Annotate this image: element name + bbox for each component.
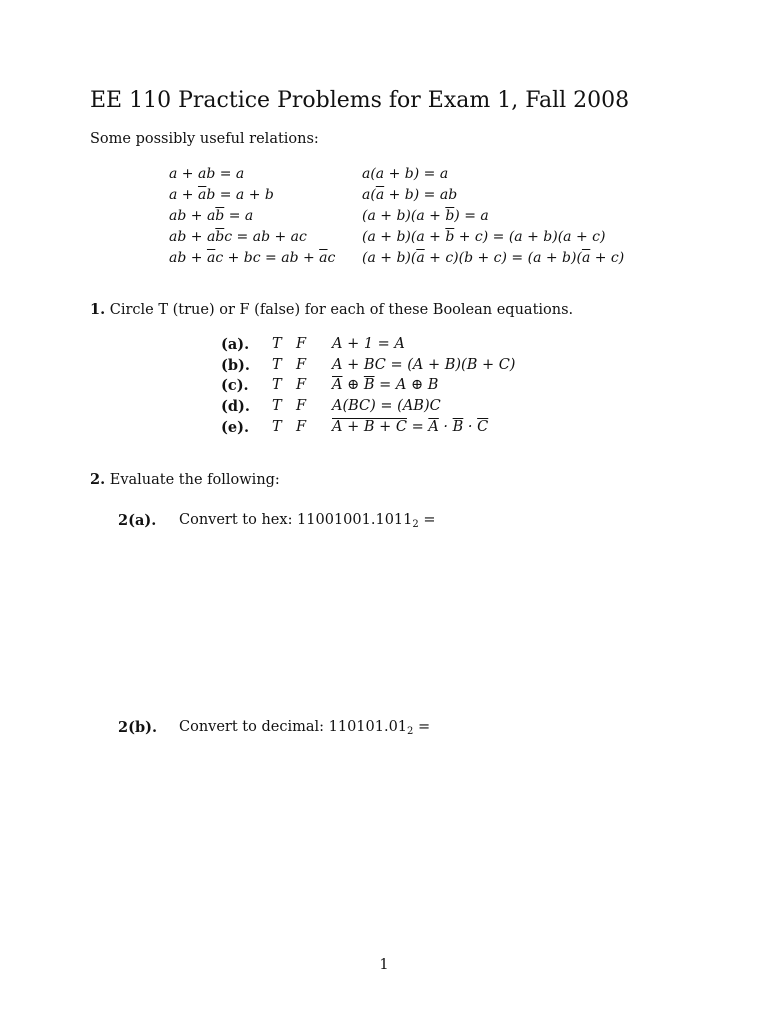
item-a-equation: A + 1 = A xyxy=(332,336,405,352)
page-title: EE 110 Practice Problems for Exam 1, Fall 2008 xyxy=(90,88,630,113)
item-a-false-option[interactable]: F xyxy=(296,336,307,352)
item-c-label: (c). xyxy=(221,377,249,394)
problem-2b-base: 2 xyxy=(407,726,414,737)
problem-2-heading xyxy=(90,471,280,488)
problem-2b-equals: = xyxy=(413,719,431,735)
problem-2a-base: 2 xyxy=(412,519,419,530)
item-b-equation: A + BC = (A + B)(B + C) xyxy=(332,357,516,373)
problem-2-text: Evaluate the following: xyxy=(109,472,280,488)
problem-2a-equals: = xyxy=(418,512,436,528)
page-number: 1 xyxy=(379,957,389,973)
problem-2a-prompt xyxy=(179,512,436,530)
relation-7: $a(\overline{a} + b)$ = ab xyxy=(362,187,458,203)
problem-2-number: 2. xyxy=(90,471,106,488)
item-c-false-option[interactable]: F xyxy=(296,377,307,393)
relation-6: a(a + b) = a xyxy=(362,166,449,182)
relation-8: $(a + b)(a + \overline{b}) = a$ xyxy=(362,208,489,224)
relation-3: ab + $a\overline{b} = a$ xyxy=(169,208,254,224)
item-a-true-option[interactable]: T xyxy=(272,336,282,352)
item-d-label: (d). xyxy=(221,398,250,415)
problem-2a-label: 2(a). xyxy=(118,512,157,529)
problem-1-text: Circle T (true) or F (false) for each of these Boolean equations. xyxy=(109,302,574,318)
problem-2b-label: 2(b). xyxy=(118,719,157,736)
item-b-false-option[interactable]: F xyxy=(296,357,307,373)
item-d-true-option[interactable]: T xyxy=(272,398,282,414)
relation-9: $(a + b)(a + \overline{b} + c) = (a + b)(a + c)$ xyxy=(362,229,606,245)
problem-2a-text: Convert to hex: 11001001.1011 xyxy=(179,512,413,528)
item-e-true-option[interactable]: T xyxy=(272,419,282,435)
item-e-equation: $A + B + C = \overline{A} \cdot \overline{B} \cdot \overline{C}$ xyxy=(332,419,489,435)
item-b-true-option[interactable]: T xyxy=(272,357,282,373)
relation-10: $(a + b)(\overline{a} + c)(b + c) = (a + b)(\overline{a} + c)$ xyxy=(362,250,625,266)
relations-intro: Some possibly useful relations: xyxy=(90,131,319,147)
relation-2: $a + \overline{a}b = a + b$ xyxy=(169,187,274,203)
item-e-false-option[interactable]: F xyxy=(296,419,307,435)
item-e-label: (e). xyxy=(221,419,249,436)
relation-5: ab + $\overline{a}c$ + bc = ab + $\overline{a}c$ xyxy=(169,250,336,266)
item-d-false-option[interactable]: F xyxy=(296,398,307,414)
problem-2b-text: Convert to decimal: 110101.01 xyxy=(179,719,408,735)
problem-2b-prompt xyxy=(179,719,430,737)
problem-1-heading xyxy=(90,301,573,318)
item-c-equation: $\overline{A}$ ⊕ $\overline{B} = A$ ⊕ B xyxy=(332,377,439,393)
item-c-true-option[interactable]: T xyxy=(272,377,282,393)
item-d-equation: A(BC) = (AB)C xyxy=(332,398,441,414)
item-a-label: (a). xyxy=(221,336,250,353)
problem-1-number: 1. xyxy=(90,301,106,318)
relation-4: ab + $a\overline{b}c$ = ab + ac xyxy=(169,229,307,245)
item-b-label: (b). xyxy=(221,357,250,374)
relation-1: a + ab = a xyxy=(169,166,245,182)
